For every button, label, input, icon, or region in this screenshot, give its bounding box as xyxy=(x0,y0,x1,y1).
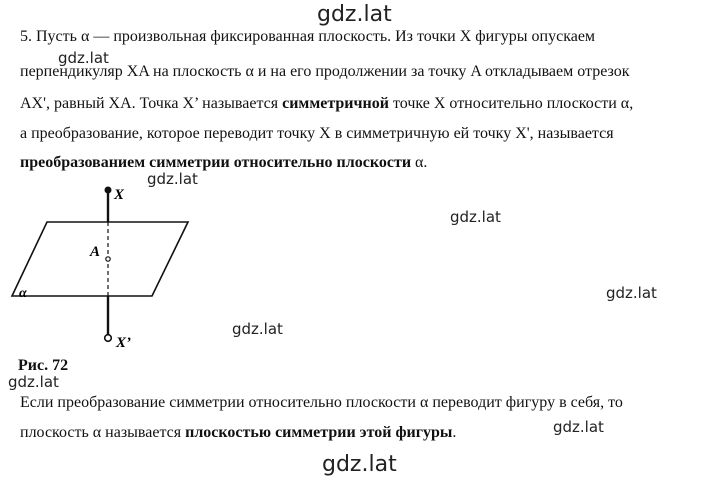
watermark: gdz.lat xyxy=(606,284,657,302)
watermark: gdz.lat xyxy=(450,208,501,226)
paragraph-line: плоскость α называется плоскостью симметрии этой фигуры. xyxy=(20,424,457,441)
label-alpha: α xyxy=(19,286,27,301)
figure-caption: Рис. 72 xyxy=(18,357,69,374)
plane-symmetry-figure xyxy=(0,180,260,360)
term-symmetric: симметричной xyxy=(282,95,389,112)
watermark: gdz.lat xyxy=(58,49,109,67)
point-x-prime xyxy=(105,335,112,342)
label-a: A xyxy=(90,244,101,260)
term-symmetry-plane: плоскостью симметрии этой фигуры xyxy=(185,424,453,441)
watermark: gdz.lat xyxy=(147,170,198,188)
paragraph-line: Если преобразование симметрии относительно плоскости α переводит фигуру в себя, то xyxy=(20,394,623,411)
watermark: gdz.lat xyxy=(232,320,283,338)
paragraph-line: а преобразование, которое переводит точку X в симметричную ей точку X', называется xyxy=(20,125,614,142)
point-a xyxy=(106,257,110,261)
term-symmetry-transform: преобразованием симметрии относительно плоскости xyxy=(20,154,412,171)
watermark: gdz.lat xyxy=(553,418,604,436)
paragraph-line: 5. Пусть α — произвольная фиксированная плоскость. Из точки X фигуры опускаем xyxy=(20,28,596,45)
paragraph-line: преобразованием симметрии относительно плоскости α. xyxy=(20,154,428,171)
watermark: gdz.lat xyxy=(8,373,59,391)
point-x xyxy=(105,187,112,194)
paragraph-line: AX', равный XA. Точка X’ называется симметричной точке X относительно плоскости α, xyxy=(20,95,634,112)
paragraph-line: перпендикуляр XA на плоскость α и на его продолжении за точку A откладываем отрезок xyxy=(20,63,630,80)
label-x-prime: X’ xyxy=(116,335,131,351)
label-x: X xyxy=(114,187,125,203)
watermark-bottom: gdz.lat xyxy=(322,452,397,477)
watermark-top: gdz.lat xyxy=(317,2,392,27)
